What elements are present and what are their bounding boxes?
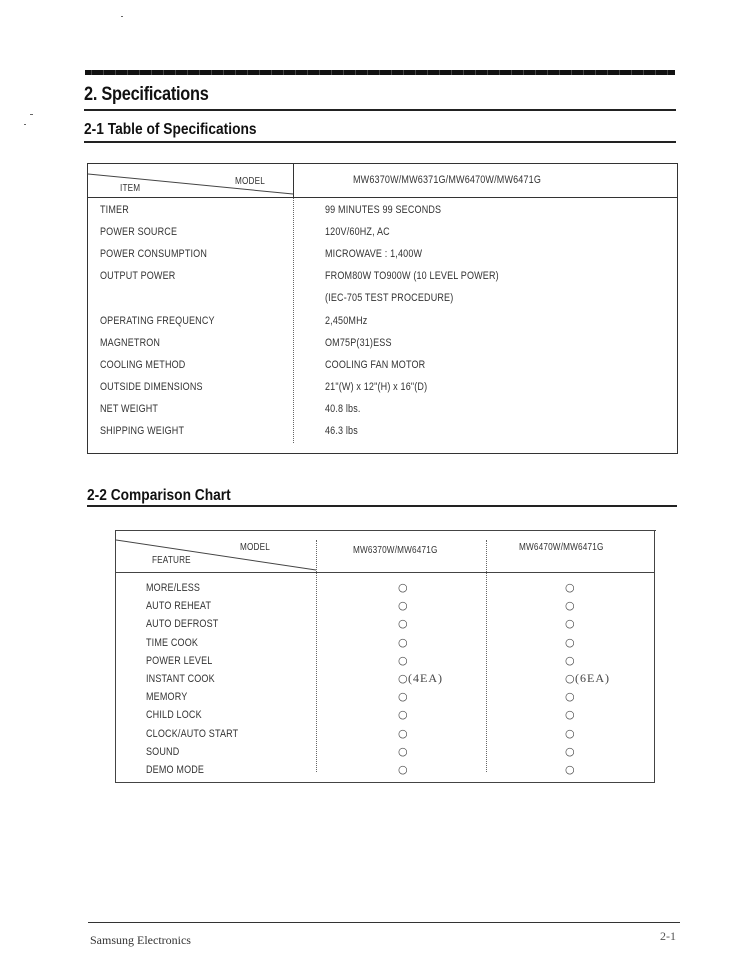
spec-item-label: POWER CONSUMPTION — [100, 248, 208, 260]
feature-circle-col1: ○ — [398, 654, 408, 667]
spec-item-label: OUTPUT POWER — [100, 270, 176, 282]
header-bar — [85, 70, 675, 75]
scan-speck — [30, 114, 33, 115]
spec-item-value: MICROWAVE : 1,400W — [325, 248, 423, 260]
page-number: 2-1 — [660, 929, 676, 943]
feature-circle-col1: ○ — [398, 617, 408, 630]
column-divider-dotted — [486, 540, 487, 772]
column-divider-dotted — [293, 198, 294, 443]
title-rule — [84, 109, 676, 111]
header-model-label: MODEL — [235, 176, 265, 187]
header-models-value: MW6370W/MW6371G/MW6470W/MW6471G — [353, 174, 542, 186]
scan-speck — [121, 16, 123, 17]
column-divider — [293, 164, 294, 197]
feature-circle-col2: ○ — [565, 745, 575, 758]
feature-circle-col1: ○ — [398, 599, 408, 612]
spec-item-label: MAGNETRON — [100, 337, 161, 349]
feature-circle-col1: ○ — [398, 672, 408, 685]
spec-item-label: COOLING METHOD — [100, 359, 186, 371]
spec-item-label: NET WEIGHT — [100, 403, 159, 415]
feature-circle-col1: ○ — [398, 581, 408, 594]
feature-label: TIME COOK — [146, 637, 199, 649]
footer-company: Samsung Electronics — [90, 933, 191, 947]
feature-circle-col2: ○ — [565, 708, 575, 721]
spec-item-value: COOLING FAN MOTOR — [325, 359, 426, 371]
feature-label: SOUND — [146, 746, 180, 758]
header-diagonal — [116, 530, 316, 573]
feature-circle-col2: ○ — [565, 636, 575, 649]
spec-item-value: OM75P(31)ESS — [325, 337, 392, 349]
spec-item-value: 21"(W) x 12"(H) x 16"(D) — [325, 381, 428, 393]
feature-note-col1: (4EA) — [408, 671, 443, 685]
header-divider — [88, 197, 677, 198]
spec-item-label: POWER SOURCE — [100, 226, 178, 238]
column-divider-dotted — [316, 540, 317, 772]
feature-label: INSTANT COOK — [146, 673, 215, 685]
feature-circle-col1: ○ — [398, 636, 408, 649]
spec-item-label: TIMER — [100, 204, 129, 216]
feature-label: POWER LEVEL — [146, 655, 213, 667]
spec-item-label: OUTSIDE DIMENSIONS — [100, 381, 203, 393]
spec-item-value: 120V/60HZ, AC — [325, 226, 390, 238]
feature-circle-col1: ○ — [398, 763, 408, 776]
spec-table-title: 2-1 Table of Specifications — [84, 121, 257, 138]
spec-item-value: 99 MINUTES 99 SECONDS — [325, 204, 442, 216]
comparison-table — [115, 530, 655, 783]
feature-label: MORE/LESS — [146, 582, 201, 594]
feature-circle-col2: ○ — [565, 581, 575, 594]
scan-speck — [24, 124, 26, 125]
header-feature-label: FEATURE — [152, 555, 191, 566]
comparison-chart-title: 2-2 Comparison Chart — [87, 487, 231, 504]
spec-table — [87, 163, 678, 454]
feature-label: AUTO REHEAT — [146, 600, 212, 612]
footer-rule — [88, 922, 680, 923]
feature-circle-col1: ○ — [398, 690, 408, 703]
spec-item-value: (IEC-705 TEST PROCEDURE) — [325, 292, 454, 304]
feature-circle-col1: ○ — [398, 745, 408, 758]
spec-item-value: 40.8 lbs. — [325, 403, 361, 415]
feature-label: MEMORY — [146, 691, 188, 703]
feature-note-col2: (6EA) — [575, 671, 610, 685]
page-title: 2. Specifications — [84, 84, 209, 105]
column-header-1: MW6370W/MW6471G — [353, 545, 438, 556]
feature-circle-col2: ○ — [565, 727, 575, 740]
spec-item-label: OPERATING FREQUENCY — [100, 315, 215, 327]
feature-circle-col2: ○ — [565, 690, 575, 703]
feature-circle-col2: ○ — [565, 763, 575, 776]
feature-circle-col1: ○ — [398, 708, 408, 721]
feature-circle-col2: ○ — [565, 672, 575, 685]
feature-circle-col2: ○ — [565, 599, 575, 612]
feature-circle-col2: ○ — [565, 617, 575, 630]
column-header-2: MW6470W/MW6471G — [519, 542, 604, 553]
feature-circle-col1: ○ — [398, 727, 408, 740]
spec-item-label: SHIPPING WEIGHT — [100, 425, 185, 437]
feature-label: AUTO DEFROST — [146, 618, 219, 630]
feature-label: CHILD LOCK — [146, 709, 202, 721]
header-divider — [116, 572, 654, 573]
feature-label: CLOCK/AUTO START — [146, 728, 239, 740]
spec-title-rule — [84, 141, 676, 143]
feature-label: DEMO MODE — [146, 764, 205, 776]
header-item-label: ITEM — [120, 183, 141, 194]
header-model-label: MODEL — [240, 542, 270, 553]
comparison-title-rule — [87, 505, 677, 507]
spec-item-value: FROM80W TO900W (10 LEVEL POWER) — [325, 270, 499, 282]
spec-item-value: 2,450MHz — [325, 315, 368, 327]
feature-circle-col2: ○ — [565, 654, 575, 667]
spec-item-value: 46.3 lbs — [325, 425, 358, 437]
